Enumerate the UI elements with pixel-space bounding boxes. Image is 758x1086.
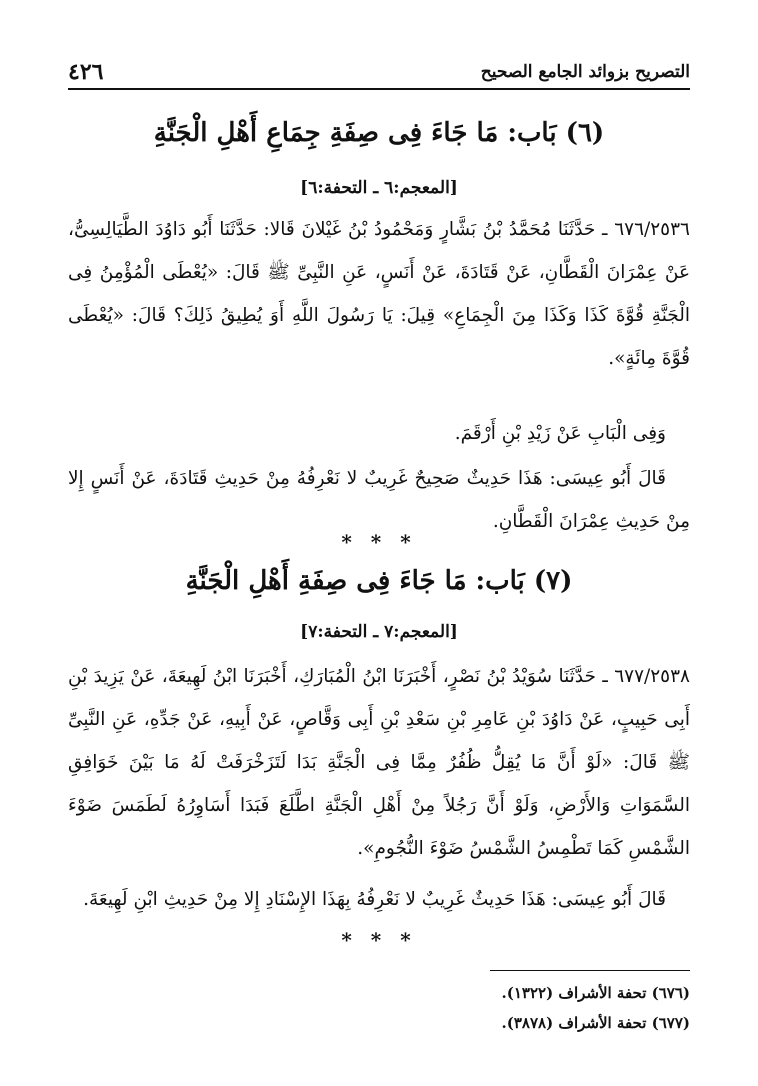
bab-note: وَفِى الْبَابِ عَنْ زَيْدِ بْنِ أَرْقَمَ.	[454, 423, 666, 444]
footnote-rule	[490, 970, 690, 971]
abu-isa-comment-2: قَالَ أَبُو عِيسَى: هَذَا حَدِيثٌ غَرِيبٌ لا نَعْرِفُهُ بِهَذَا الإِسْنَادِ إِلا مِنْ حَدِيثِ ابْنِ لَهِيعَةَ.	[83, 889, 666, 910]
chapter-ref-7: [المعجم:٧ ـ التحفة:٧]	[300, 622, 458, 642]
hadith-2538: ٦٧٧/٢٥٣٨ ـ حَدَّثَنَا سُوَيْدُ بْنُ نَصْرٍ، أَخْبَرَنَا ابْنُ الْمُبَارَكِ، أَخْبَرَنَا ابْنُ لَهِيعَةَ، عَنْ يَزِيدَ بْنِ أَبِى حَبِيبٍ، عَنْ دَاوُدَ بْنِ عَامِرِ بْنِ سَعْدِ بْنِ أَبِى وَقَّاصٍ، عَنْ أَبِيهِ، عَنْ جَدِّهِ، عَنِ النَّبِىِّ ﷺ قَالَ: «لَوْ أَنَّ مَا يُقِلُّ ظُفُرٌ مِمَّا فِى الْجَنَّةِ بَدَا لَتَزَخْرَفَتْ لَهُ مَا بَيْنَ خَوَافِقِ السَّمَوَاتِ وَالأَرْضِ، وَلَوْ أَنَّ رَجُلاً مِنْ أَهْلِ الْجَنَّةِ اطَّلَعَ فَبَدَا أَسَاوِرُهُ لَطَمَسَ ضَوْءَ الشَّمْسِ كَمَا تَطْمِسُ الشَّمْسُ ضَوْءَ النُّجُومِ».	[68, 666, 690, 859]
abu-isa-comment-1: قَالَ أَبُو عِيسَى: هَذَا حَدِيثٌ صَحِيحٌ غَرِيبٌ لا نَعْرِفُهُ مِنْ حَدِيثِ قَتَادَةَ، عَنْ أَنَسٍ إِلا مِنْ حَدِيثِ عِمْرَانَ الْقَطَّانِ.	[68, 468, 690, 532]
running-head	[68, 58, 690, 86]
chapter-ref-6: [المعجم:٦ ـ التحفة:٦]	[300, 178, 458, 198]
hadith-2536: ٦٧٦/٢٥٣٦ ـ حَدَّثَنَا مُحَمَّدُ بْنُ بَشَّارٍ وَمَحْمُودُ بْنُ غَيْلانَ قَالا: حَدَّثَنَا أَبُو دَاوُدَ الطَّيَالِسِىُّ، عَنْ عِمْرَانَ الْقَطَّانِ، عَنْ قَتَادَةَ، عَنْ أَنَسٍ، عَنِ النَّبِىِّ ﷺ قَالَ: «يُعْطَى الْمُؤْمِنُ فِى الْجَنَّةِ قُوَّةَ كَذَا وَكَذَا مِنَ الْجِمَاعِ» قِيلَ: يَا رَسُولَ اللَّهِ أَوَ يُطِيقُ ذَلِكَ؟ قَالَ: «يُعْطَى قُوَّةَ مِائَةٍ».	[68, 219, 690, 369]
header-rule	[68, 88, 690, 90]
footnote-676: (٦٧٦) تحفة الأشراف (١٣٢٢).	[501, 984, 690, 1002]
chapter-title-6: (٦) بَاب: مَا جَاءَ فِى صِفَةِ جِمَاعِ أَهْلِ الْجَنَّةِ	[153, 118, 605, 148]
section-separator-1: * * *	[341, 530, 417, 554]
chapter-title-7: (٧) بَاب: مَا جَاءَ فِى صِفَةِ أَهْلِ الْجَنَّةِ	[185, 566, 573, 596]
section-separator-2: * * *	[341, 928, 417, 952]
running-title: التصريح بزوائد الجامع الصحيح	[480, 62, 690, 82]
footnote-677: (٦٧٧) تحفة الأشراف (٣٨٧٨).	[501, 1014, 690, 1032]
page-number: ٤٢٦	[68, 59, 104, 85]
